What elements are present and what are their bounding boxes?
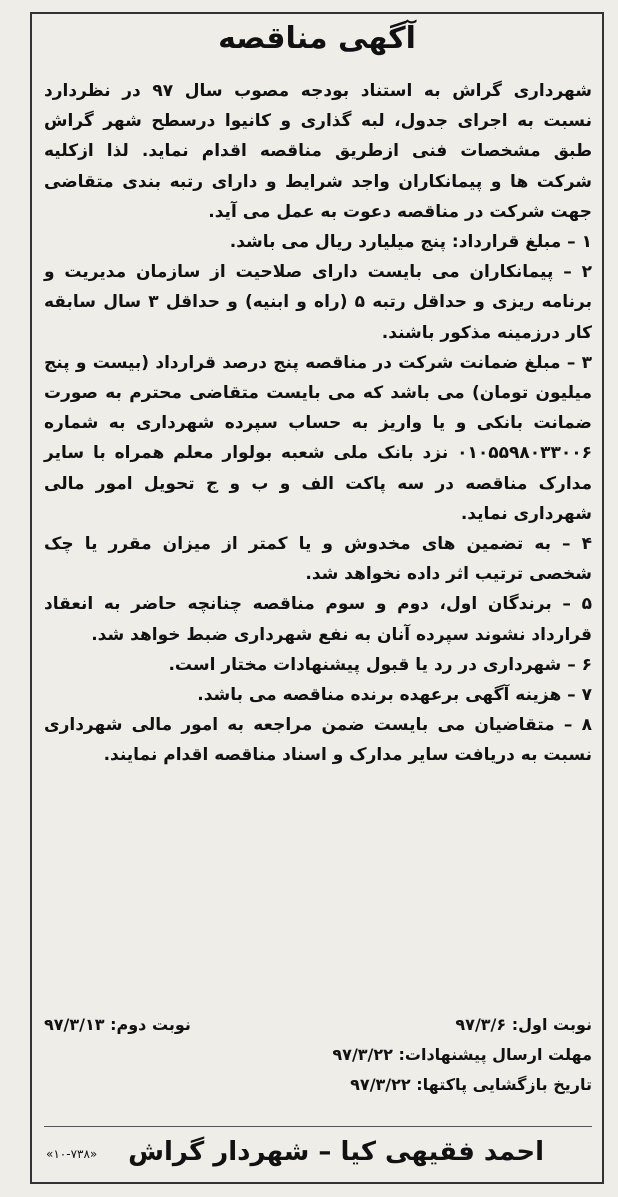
notice-body (44, 76, 592, 771)
notice-item-7: ۷ – هزینه آگهی برعهده برنده مناقصه می باشد. (197, 685, 592, 706)
notice-item-1: ۱ – مبلغ قرارداد: پنج میلیارد ریال می باشد. (229, 232, 592, 253)
notice-item-4: ۴ – به تضمین های مخدوش و یا کمتر از میزان مقرر یا چک شخصی ترتیب اثر داده نخواهد شد. (44, 534, 592, 585)
notice-title: آگهی مناقصه (218, 21, 416, 56)
first-publication (455, 1010, 592, 1040)
notice-item-8: ۸ – متقاضیان می بایست ضمن مراجعه به امور مالی شهرداری نسبت به دریافت سایر مدارک و اسناد مناقصه اقدام نمایند. (44, 715, 592, 766)
notice-item-2: ۲ – پیمانکاران می بایست دارای صلاحیت از سازمان مدیریت و برنامه ریزی و حداقل رتبه ۵ (راه و ابنیه) و حداقل ۳ سال سابقه کار درزمینه مذکور باشند. (44, 262, 593, 343)
second-publication-date: ۹۷/۳/۱۳ (44, 1015, 105, 1034)
second-publication (44, 1010, 191, 1040)
first-publication-label: نوبت اول: (511, 1015, 592, 1034)
notice-item-6: ۶ – شهرداری در رد یا قبول پیشنهادات مختار است. (168, 654, 592, 675)
notice-intro: شهرداری گراش به استناد بودجه مصوب سال ۹۷ در نظردارد نسبت به اجرای جدول، لبه گذاری و کانیوا درسطح شهر گراش طبق مشخصات فنی ازطریق مناقصه اقدام نماید. لذا ازکلیه شرکت ها و پیمانکاران واجد شرایط و دارای رتبه بندی متقاضی جهت شرکت در مناقصه دعوت به عمل می آید. (44, 81, 592, 222)
signature-block (30, 1128, 604, 1178)
notice-item-3: ۳ – مبلغ ضمانت شرکت در مناقصه پنج درصد قرارداد (بیست و پنج میلیون تومان) می باشد که می بایست متقاضی محترم به صورت ضمانت بانکی و یا واریز به حساب سپرده شهرداری به شماره ۰۱۰۵۵۹۸۰۳۳۰۰۶ نزد بانک ملی شعبه بولوار معلم همراه با سایر مدارک مناقصه در سه پاکت الف و ب و ج تحویل امور مالی شهرداری نماید. (44, 352, 592, 524)
publication-row (44, 1010, 592, 1040)
deadline-label: مهلت ارسال پیشنهادات: (398, 1045, 592, 1064)
opening-date: ۹۷/۳/۲۲ (350, 1075, 411, 1094)
notice-item-5: ۵ – برندگان اول، دوم و سوم مناقصه چنانچه حاضر به انعقاد قرارداد نشوند سپرده آنان به نفع شهرداری ضبط خواهد شد. (44, 594, 592, 645)
first-publication-date: ۹۷/۳/۶ (455, 1015, 507, 1034)
publication-dates (44, 1010, 592, 1100)
deadline-date: ۹۷/۳/۲۲ (332, 1045, 393, 1064)
deadline-row (44, 1040, 592, 1070)
opening-row (44, 1070, 592, 1100)
signature: احمد فقیهی کیا – شهردار گراش (128, 1137, 544, 1167)
opening-label: تاریخ بازگشایی پاکتها: (416, 1075, 592, 1094)
notice-code: «۱۰-۷۳۸» (46, 1147, 98, 1161)
signature-divider (44, 1126, 592, 1127)
second-publication-label: نوبت دوم: (110, 1015, 191, 1034)
